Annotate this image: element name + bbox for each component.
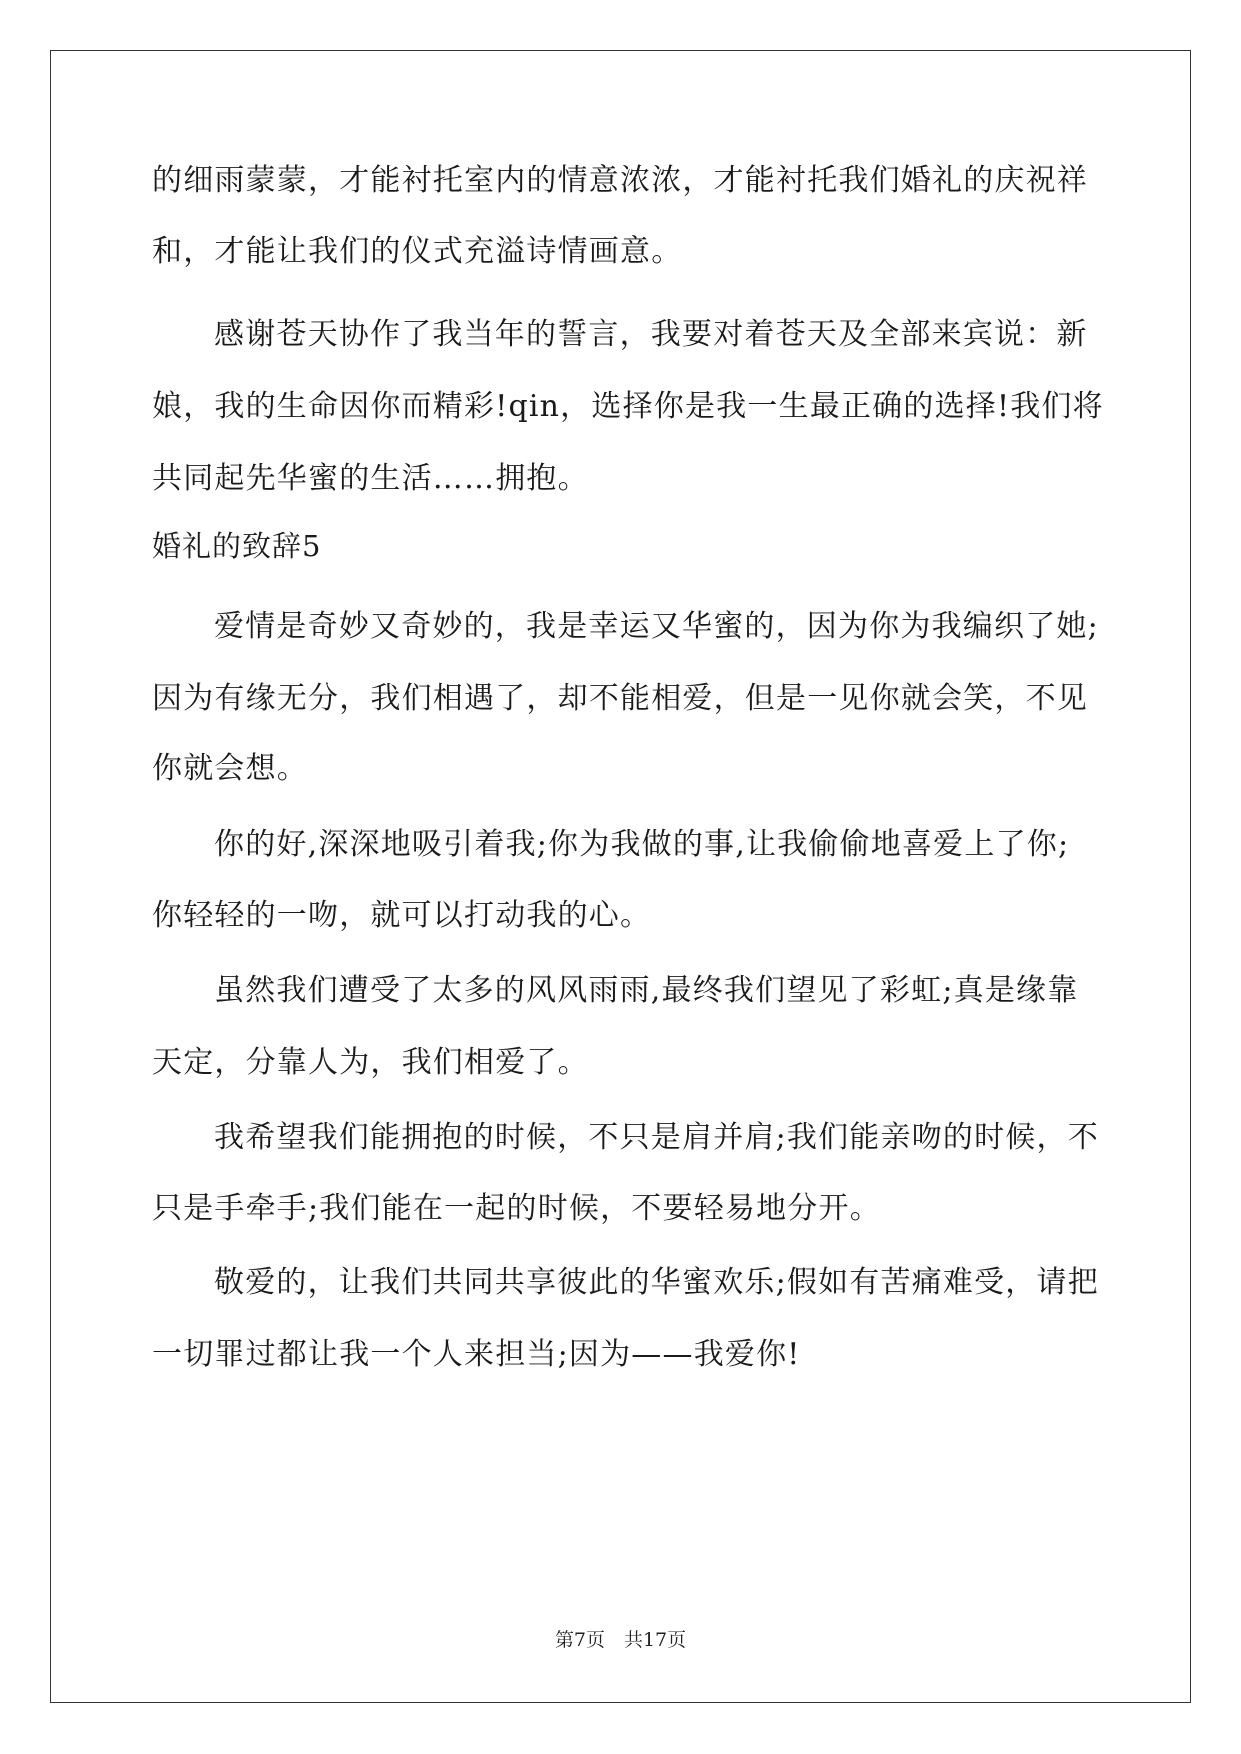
paragraph-line: 因为有缘无分，我们相遇了，却不能相爱，但是一见你就会笑，不见 <box>152 681 1088 716</box>
paragraph-line: 娘，我的生命因你而精彩!qin，选择你是我一生最正确的选择!我们将 <box>152 389 1104 424</box>
paragraph-line: 共同起先华蜜的生活……拥抱。 <box>152 461 589 496</box>
paragraph-line: 你轻轻的一吻，就可以打动我的心。 <box>152 898 652 933</box>
paragraph-line: 只是手牵手;我们能在一起的时候，不要轻易地分开。 <box>152 1191 881 1226</box>
section-heading: 婚礼的致辞5 <box>152 529 322 563</box>
paragraph-line: 我希望我们能拥抱的时候，不只是肩并肩;我们能亲吻的时候，不 <box>214 1120 1099 1155</box>
paragraph-line: 感谢苍天协作了我当年的誓言，我要对着苍天及全部来宾说：新 <box>214 317 1088 352</box>
paragraph-line: 爱情是奇妙又奇妙的，我是幸运又华蜜的，因为你为我编织了她; <box>214 609 1099 644</box>
paragraph-line: 一切罪过都让我一个人来担当;因为——我爱你! <box>152 1337 801 1372</box>
paragraph-line: 和，才能让我们的仪式充溢诗情画意。 <box>152 234 683 269</box>
paragraph-line: 敬爱的，让我们共同共享彼此的华蜜欢乐;假如有苦痛难受，请把 <box>214 1265 1099 1300</box>
page-frame <box>50 50 1191 1703</box>
paragraph-line: 天定，分靠人为，我们相爱了。 <box>152 1045 589 1080</box>
paragraph-line: 的细雨蒙蒙，才能衬托室内的情意浓浓，才能衬托我们婚礼的庆祝祥 <box>152 163 1088 198</box>
page-number-footer: 第7页 共17页 <box>554 1629 687 1651</box>
paragraph-line: 你就会想。 <box>152 751 308 786</box>
paragraph-line: 你的好,深深地吸引着我;你为我做的事,让我偷偷地喜爱上了你; <box>214 827 1070 862</box>
paragraph-line: 虽然我们遭受了太多的风风雨雨,最终我们望见了彩虹;真是缘靠 <box>214 973 1079 1008</box>
